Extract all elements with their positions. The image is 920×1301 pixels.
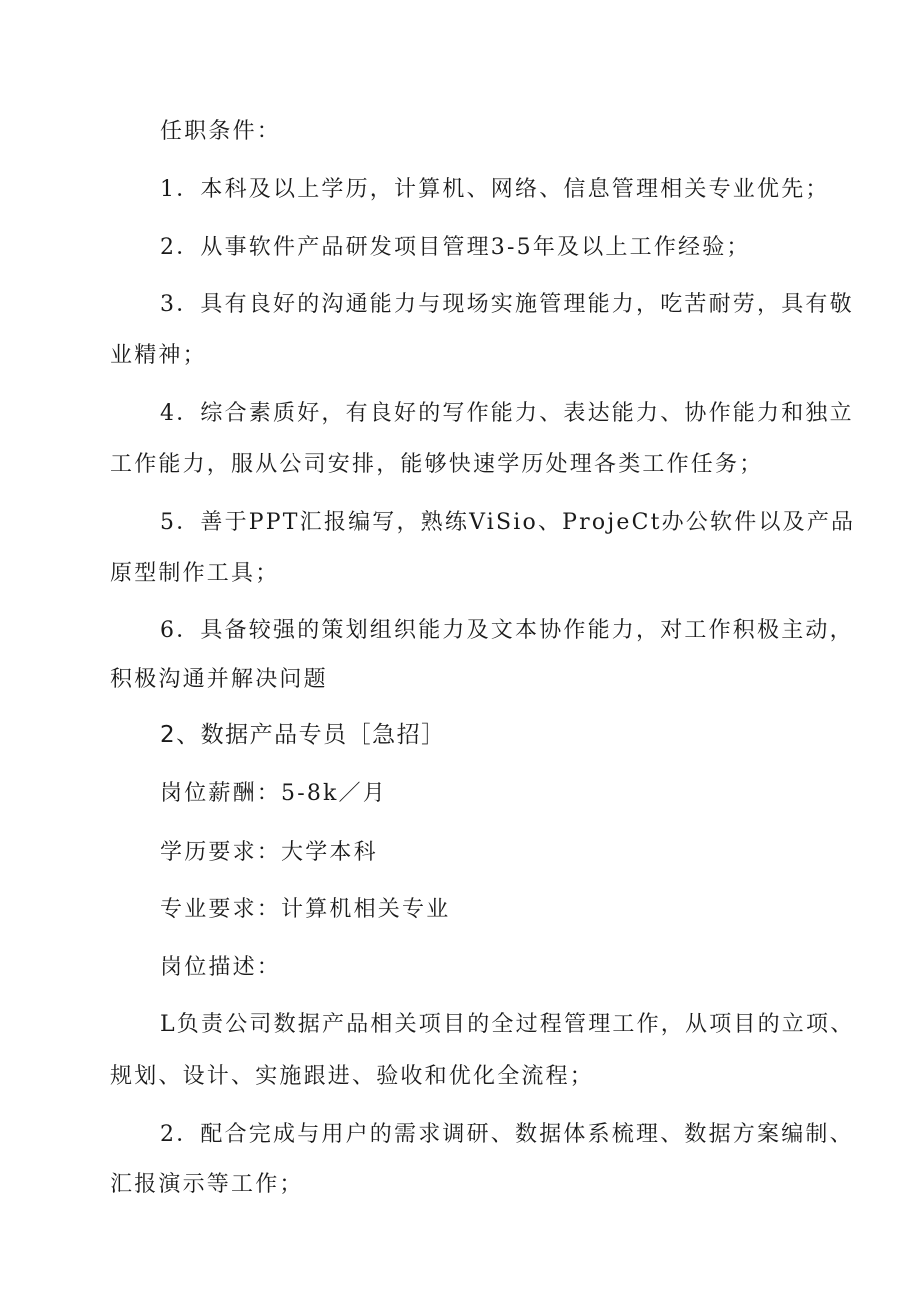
job2-description-line-2-cont: 汇报演示等工作； bbox=[110, 1172, 304, 1197]
requirement-line-4-cont: 工作能力，服从公司安排，能够快速学历处理各类工作任务； bbox=[110, 452, 764, 477]
requirement-line-6: 6．具备较强的策划组织能力及文本协作能力，对工作积极主动， bbox=[160, 618, 854, 643]
job2-title: 2、数据产品专员［急招］ bbox=[160, 722, 446, 748]
job2-salary: 岗位薪酬：5-8k／月 bbox=[160, 781, 387, 806]
requirement-line-6-cont: 积极沟通并解决问题 bbox=[110, 667, 328, 692]
job2-description-line-1-cont: 规划、设计、实施跟进、验收和优化全流程； bbox=[110, 1064, 595, 1089]
requirement-line-4: 4．综合素质好，有良好的写作能力、表达能力、协作能力和独立 bbox=[160, 401, 854, 426]
job2-education: 学历要求：大学本科 bbox=[160, 840, 378, 865]
requirement-line-5-cont: 原型制作工具； bbox=[110, 561, 280, 586]
requirement-line-3: 3．具有良好的沟通能力与现场实施管理能力，吃苦耐劳，具有敬 bbox=[160, 292, 854, 317]
requirement-line-2: 2．从事软件产品研发项目管理3-5年及以上工作经验； bbox=[160, 235, 751, 260]
requirement-line-3-cont: 业精神； bbox=[110, 343, 207, 368]
job2-major: 专业要求：计算机相关专业 bbox=[160, 897, 451, 922]
requirements-title: 任职条件： bbox=[160, 119, 282, 144]
requirement-line-5: 5．善于PPT汇报编写，熟练ViSio、ProjeCt办公软件以及产品 bbox=[160, 510, 856, 535]
job2-description-line-2: 2．配合完成与用户的需求调研、数据体系梳理、数据方案编制、 bbox=[160, 1122, 854, 1147]
job2-description-title: 岗位描述： bbox=[160, 955, 282, 980]
requirement-line-1: 1．本科及以上学历，计算机、网络、信息管理相关专业优先； bbox=[160, 177, 830, 202]
job2-description-line-1: L负责公司数据产品相关项目的全过程管理工作，从项目的立项、 bbox=[160, 1012, 855, 1037]
